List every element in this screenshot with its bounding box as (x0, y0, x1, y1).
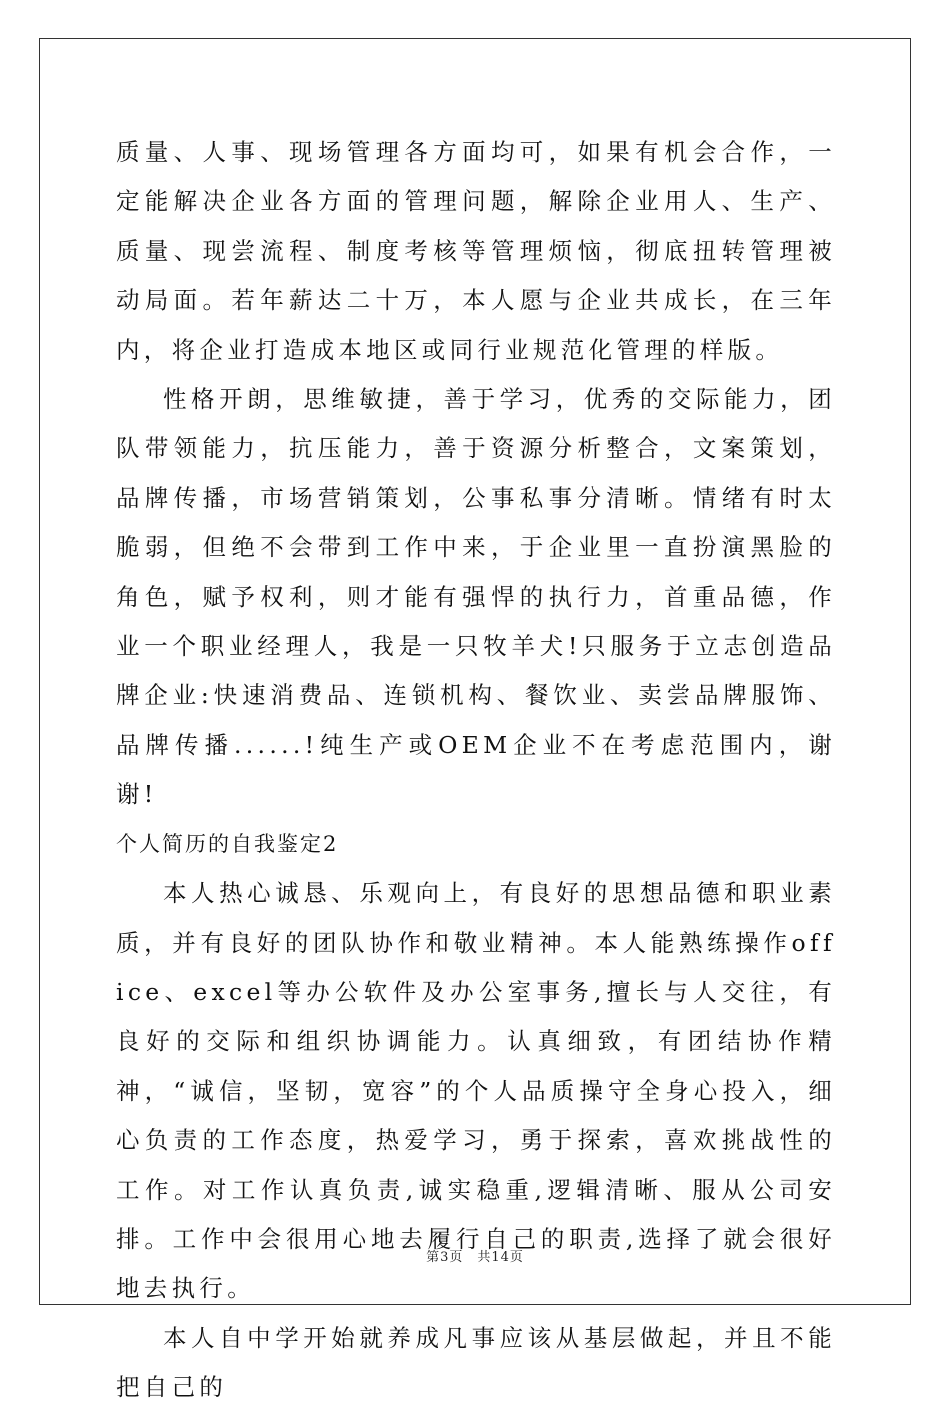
page-number-current: 第3页 (426, 1250, 464, 1265)
page-footer (0, 1246, 950, 1265)
page-number-total: 共14页 (477, 1250, 524, 1265)
paragraph-personality: 性格开朗，思维敏捷，善于学习，优秀的交际能力，团队带领能力，抗压能力，善于资源分析整合，文案策划，品牌传播，市场营销策划，公事私事分清晰。情绪有时太脆弱，但绝不会带到工作中来，于企业里一直扮演黑脸的角色，赋予权利，则才能有强悍的执行力，首重品德，作业一个职业经理人，我是一只牧羊犬!只服务于立志创造品牌企业:快速消费品、连锁机构、餐饮业、卖尝品牌服饰、品牌传播......!纯生产或OEM企业不在考虑范围内，谢谢! (116, 385, 836, 809)
paragraph-truncated: 本人自中学开始就养成凡事应该从基层做起，并且不能把自己的 (116, 1323, 836, 1402)
paragraph-self-evaluation: 本人热心诚恳、乐观向上，有良好的思想品德和职业素质，并有良好的团队协作和敬业精神。本人能熟练操作office、excel等办公软件及办公室事务,擅长与人交往，有良好的交际和组织协调能力。认真细致，有团结协作精神，“诚信，坚韧，宽容”的个人品质操守全身心投入，细心负责的工作态度，热爱学习，勇于探索，喜欢挑战性的工作。对工作认真负责,诚实稳重,逻辑清晰、服从公司安排。工作中会很用心地去履行自己的职责,选择了就会很好地去执行。 (116, 879, 836, 1303)
document-body (116, 128, 836, 1413)
paragraph-management-continued: 质量、人事、现场管理各方面均可，如果有机会合作，一定能解决企业各方面的管理问题，解除企业用人、生产、质量、现尝流程、制度考核等管理烦恼，彻底扭转管理被动局面。若年薪达二十万，本人愿与企业共成长，在三年内，将企业打造成本地区或同行业规范化管理的样版。 (116, 138, 836, 364)
section-heading: 个人简历的自我鉴定2 (116, 831, 339, 856)
